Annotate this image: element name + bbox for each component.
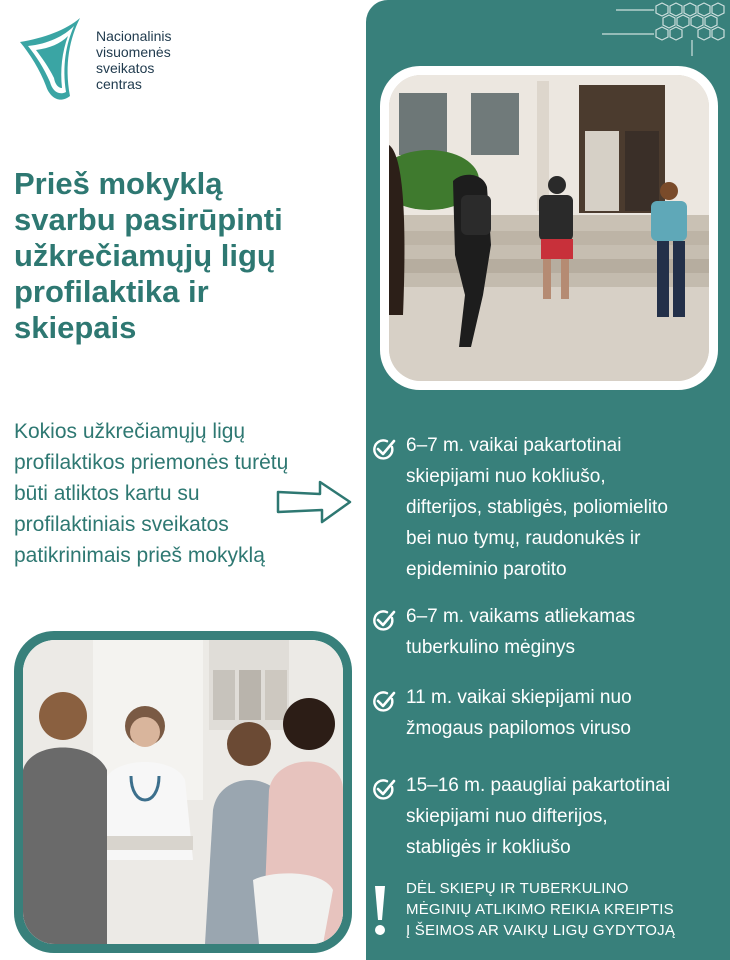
school-children-photo xyxy=(389,75,709,381)
checklist-item-text xyxy=(406,682,632,744)
school-photo-frame xyxy=(380,66,718,390)
question-line: būti atliktos kartu su xyxy=(14,482,200,505)
title-line: Prieš mokyklą xyxy=(14,166,223,201)
notice-line: Į ŠEIMOS AR VAIKŲ LIGŲ GYDYTOJĄ xyxy=(406,922,676,939)
checklist-line: difterijos, stabligės, poliomielito xyxy=(406,497,668,518)
checklist-line: skiepijami nuo difterijos, xyxy=(406,806,608,827)
question-line: profilaktikos priemonės turėtų xyxy=(14,451,289,474)
doctor-consultation-photo xyxy=(23,640,343,944)
checklist-line: stabligės ir kokliušo xyxy=(406,837,571,858)
title-line: profilaktika ir xyxy=(14,274,209,309)
title-line: užkrečiamųjų ligų xyxy=(14,238,276,273)
organization-name-line: centras xyxy=(96,76,142,92)
organization-name xyxy=(96,28,171,92)
check-circle-icon xyxy=(372,609,396,631)
checklist-line: skiepijami nuo kokliušo, xyxy=(406,466,606,487)
check-circle-icon xyxy=(372,438,396,460)
notice xyxy=(372,878,728,948)
hexagon-pattern-icon xyxy=(596,0,730,60)
checklist-line: epideminio parotito xyxy=(406,559,567,580)
doctor-photo-frame xyxy=(14,631,352,953)
title-line: svarbu pasirūpinti xyxy=(14,202,283,237)
exclamation-icon xyxy=(372,884,388,936)
checklist-item-text xyxy=(406,601,635,663)
organization-name-line: visuomenės xyxy=(96,44,171,60)
organization-name-line: Nacionalinis xyxy=(96,28,172,44)
check-circle-icon xyxy=(372,778,396,800)
notice-line: MĖGINIŲ ATLIKIMO REIKIA KREIPTIS xyxy=(406,901,674,918)
organization-name-line: sveikatos xyxy=(96,60,155,76)
checklist-line: 6–7 m. vaikams atliekamas xyxy=(406,606,636,627)
checklist-line: žmogaus papilomos viruso xyxy=(406,718,631,739)
checklist-line: bei nuo tymų, raudonukės ir xyxy=(406,528,641,549)
title-line: skiepais xyxy=(14,310,137,345)
checklist-item-text xyxy=(406,430,668,585)
arrow-right-icon xyxy=(274,478,354,524)
question-line: patikrinimais prieš mokyklą xyxy=(14,544,265,567)
notice-text xyxy=(406,878,675,941)
checklist-line: 15–16 m. paaugliai pakartotinai xyxy=(406,775,671,796)
question-line: profilaktiniais sveikatos xyxy=(14,513,229,536)
check-circle-icon xyxy=(372,690,396,712)
checklist-line: 11 m. vaikai skiepijami nuo xyxy=(406,687,632,708)
question-line: Kokios užkrečiamųjų ligų xyxy=(14,420,246,443)
checklist-line: 6–7 m. vaikai pakartotinai xyxy=(406,435,622,456)
checklist-item-text xyxy=(406,770,670,863)
page-title xyxy=(14,166,344,346)
notice-line: DĖL SKIEPŲ IR TUBERKULINO xyxy=(406,880,629,897)
nvsc-logo xyxy=(14,12,84,104)
checklist-line: tuberkulino mėginys xyxy=(406,637,575,658)
